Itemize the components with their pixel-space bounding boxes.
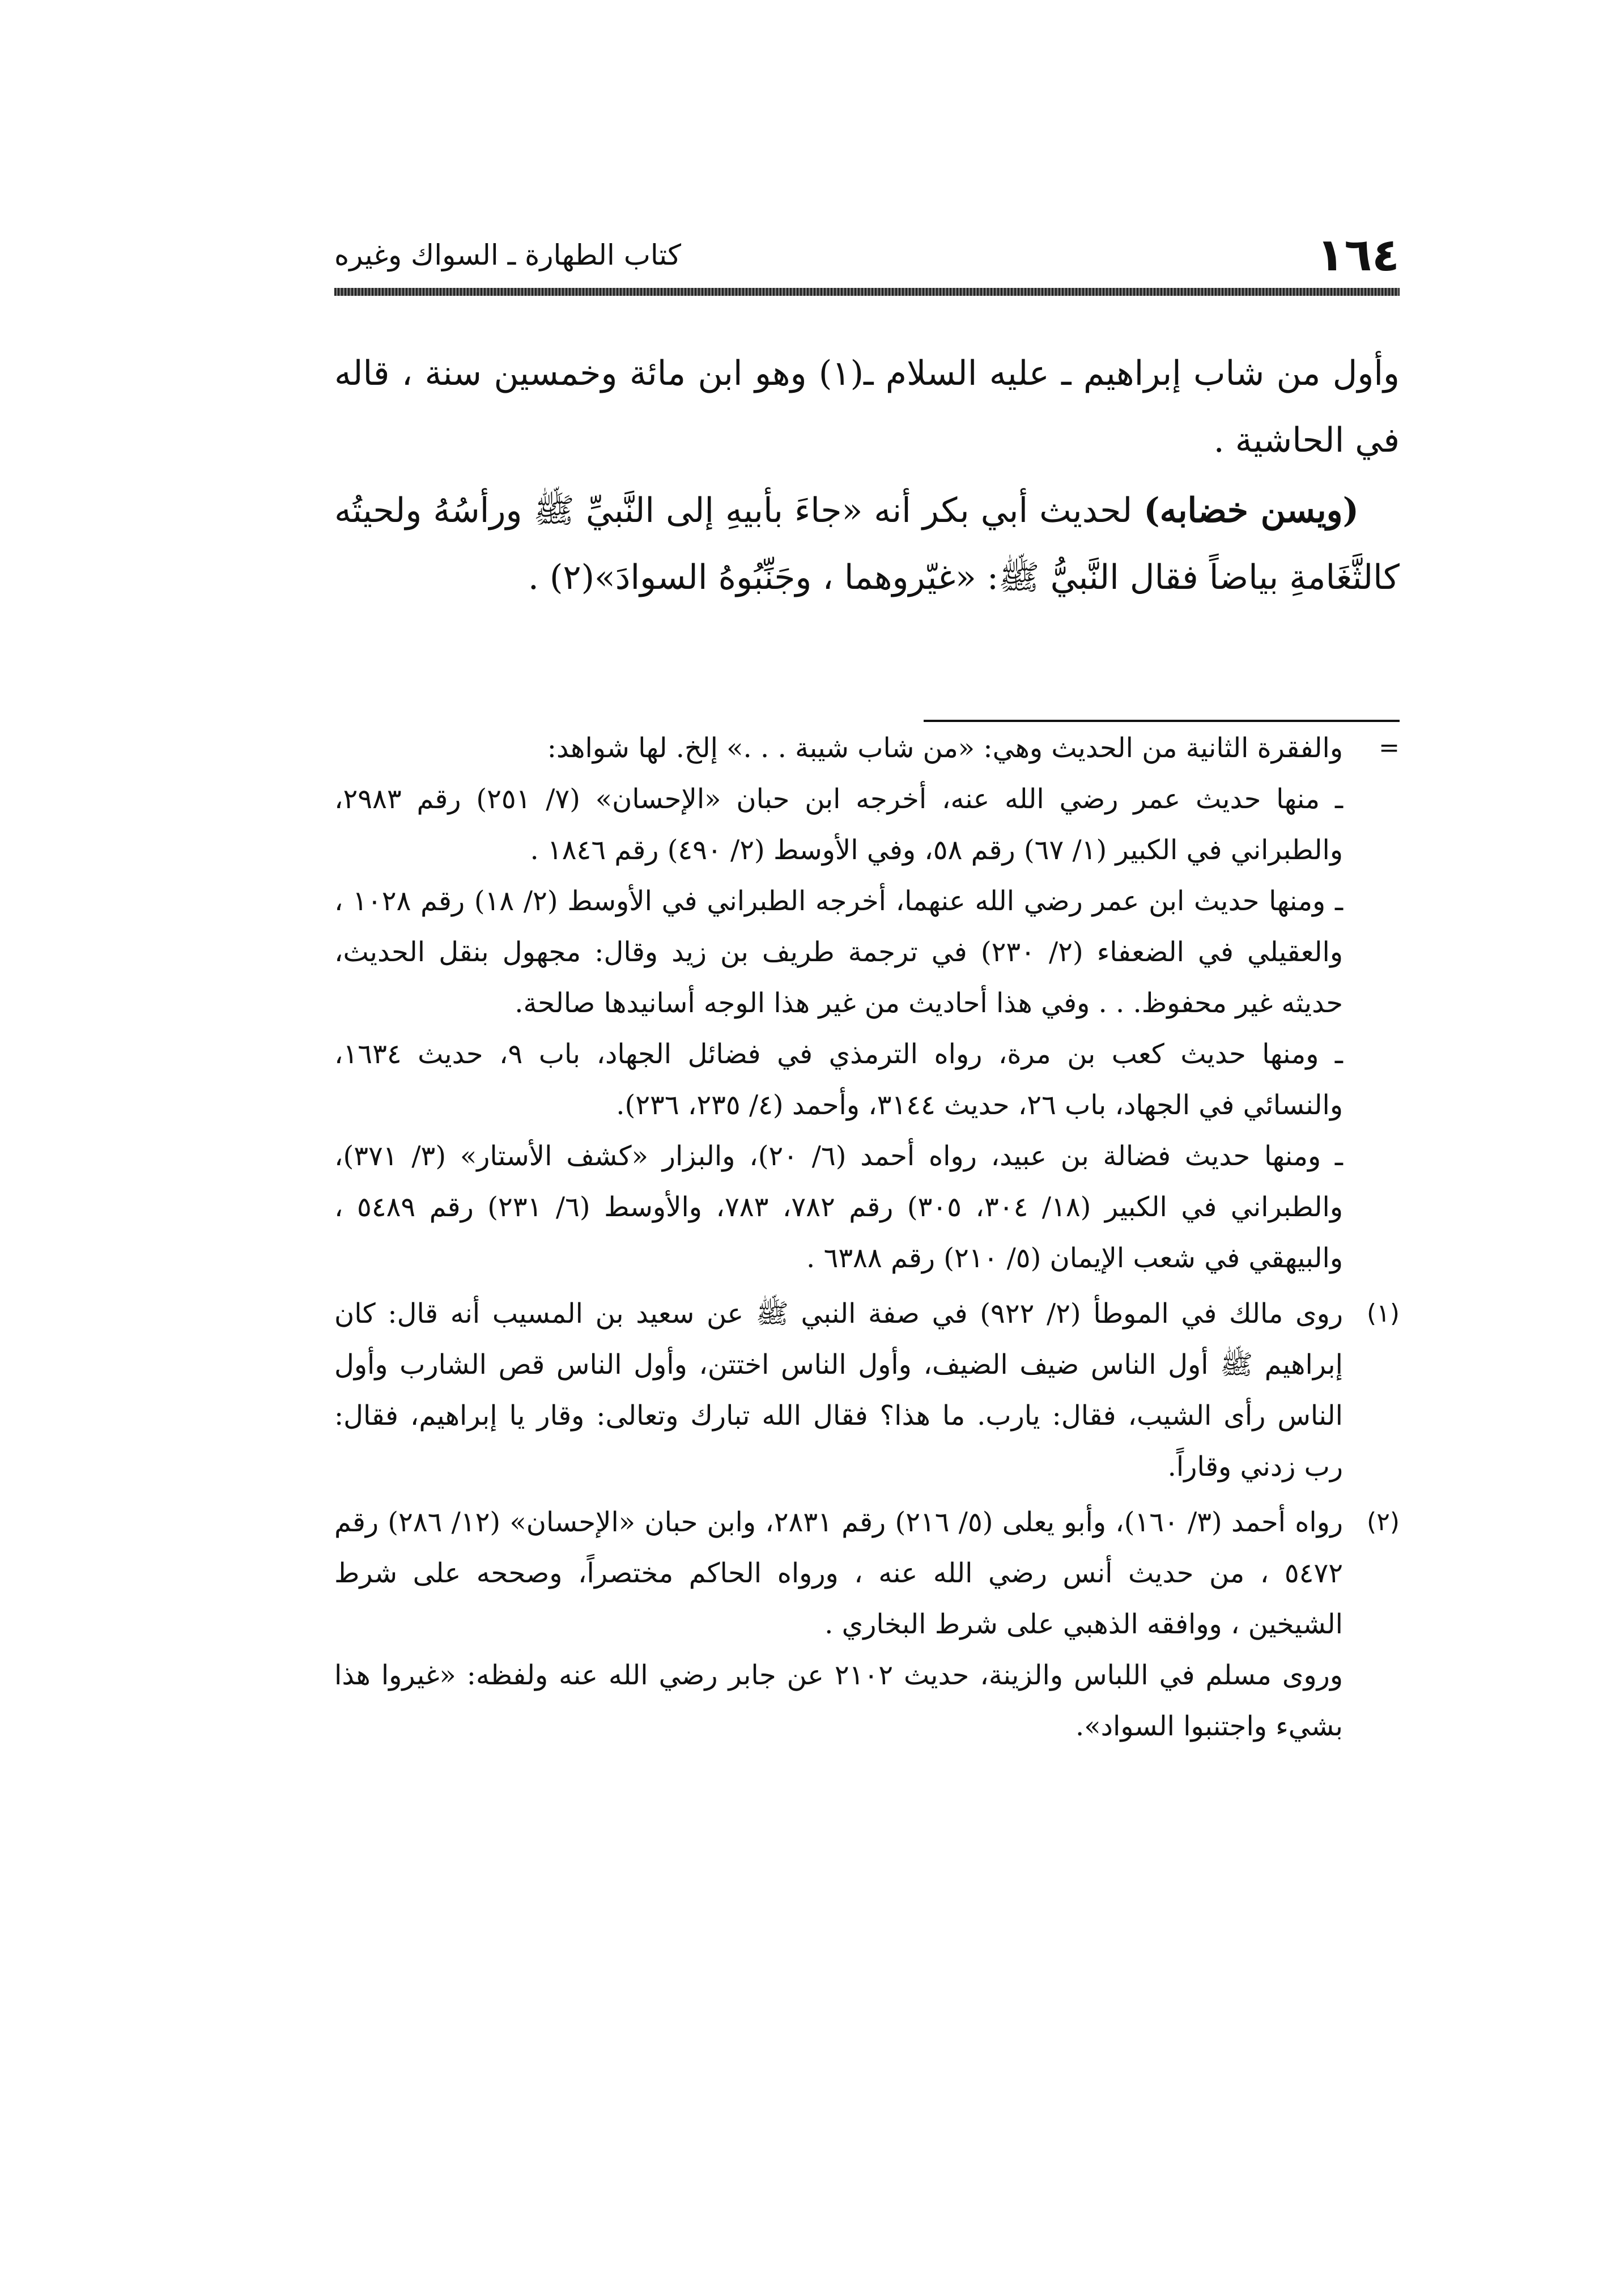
continuation-marker: = (1379, 733, 1400, 762)
footnote-line: والفقرة الثانية من الحديث وهي: «من شاب شيبة . . .» إلخ. لها شواهد: (547, 732, 1343, 764)
footnote-marker: (١) (1367, 1299, 1400, 1328)
paragraph-lead: (ويسن خضابه) (1143, 491, 1359, 530)
footnote-1 (334, 1288, 1400, 1492)
footnote-line: ـ ومنها حديث كعب بن مرة، رواه الترمذي في فضائل الجهاد، باب ٩، حديث ١٦٣٤، والنسائي في الجهاد، باب ٢٦، حديث ٣١٤٤، وأحمد (٤/ ٢٣٥، ٢٣٦). (334, 1038, 1343, 1121)
footnote-line: ـ منها حديث عمر رضي الله عنه، أخرجه ابن حبان «الإحسان» (٧/ ٢٥١) رقم ٢٩٨٣، والطبراني في الكبير (١/ ٦٧) رقم ٥٨، وفي الأوسط (٢/ ٤٩٠) رقم ١٨٤٦ . (334, 783, 1344, 866)
footnote-text: رواه أحمد (٣/ ١٦٠)، وأبو يعلى (٥/ ٢١٦) رقم ٢٨٣١، وابن حبان «الإحسان» (١٢/ ٢٨٦) رقم ٥٤٧٢ ، من حديث أنس رضي الله عنه ، ورواه الحاكم مختصراً، وصححه على شرط الشيخين ، ووافقه الذهبي على شرط البخاري . (334, 1506, 1344, 1640)
chapter-title: كتاب الطهارة ـ السواك وغيره (334, 239, 682, 271)
footnotes (334, 723, 1400, 1756)
footnote-continuation (334, 723, 1400, 1284)
paragraph-body: لحديث أبي بكر أنه «جاءَ بأبيهِ إلى النَّبيِّ ﷺ ورأسُهُ ولحيتُه كالثَّغَامةِ بياضاً فقال النَّبيُّ ﷺ: «غيّروهما ، وجَنِّبُوهُ السوادَ»(٢) . (334, 491, 1400, 597)
running-header (334, 224, 1400, 286)
footnote-text: روى مالك في الموطأ (٢/ ٩٢٢) في صفة النبي ﷺ عن سعيد بن المسيب أنه قال: كان إبراهيم ﷺ أول الناس ضيف الضيف، وأول الناس اختتن، وأول الناس قص الشارب وأول الناس رأى الشيب، فقال: يارب. ما هذا؟ فقال الله تبارك وتعالى: وقار يا إبراهيم، فقال: رب زدني وقاراً. (334, 1298, 1344, 1483)
page-number: ١٦٤ (1316, 228, 1400, 281)
main-paragraph-2 (334, 477, 1400, 611)
main-text (334, 340, 1400, 611)
footnote-line: ـ ومنها حديث ابن عمر رضي الله عنهما، أخرجه الطبراني في الأوسط (٢/ ١٨) رقم ١٠٢٨ ، والعقيلي في الضعفاء (٢/ ٢٣٠) في ترجمة طريف بن زيد وقال: مجهول بنقل الحديث، حديثه غير محفوظ. . . وفي هذا أحاديث من غير هذا الوجه أسانيدها صالحة. (334, 885, 1344, 1019)
footnote-line: ـ ومنها حديث فضالة بن عبيد، رواه أحمد (٦/ ٢٠)، والبزار «كشف الأستار» (٣/ ٣٧١)، والطبراني في الكبير (١٨/ ٣٠٤، ٣٠٥) رقم ٧٨٢، ٧٨٣، والأوسط (٦/ ٢٣١) رقم ٥٤٨٩ ، والبيهقي في شعب الإيمان (٥/ ٢١٠) رقم ٦٣٨٨ . (334, 1140, 1344, 1274)
footnote-text: وروى مسلم في اللباس والزينة، حديث ٢١٠٢ عن جابر رضي الله عنه ولفظه: «غيروا هذا بشيء واجتنبوا السواد». (334, 1659, 1344, 1742)
footnote-2 (334, 1497, 1400, 1752)
header-rule (334, 288, 1400, 296)
footnote-separator (924, 720, 1400, 722)
footnote-marker: (٢) (1367, 1508, 1400, 1536)
main-paragraph-1: وأول من شاب إبراهيم ـ عليه السلام ـ(١) وهو ابن مائة وخمسين سنة ، قاله في الحاشية . (334, 354, 1400, 460)
